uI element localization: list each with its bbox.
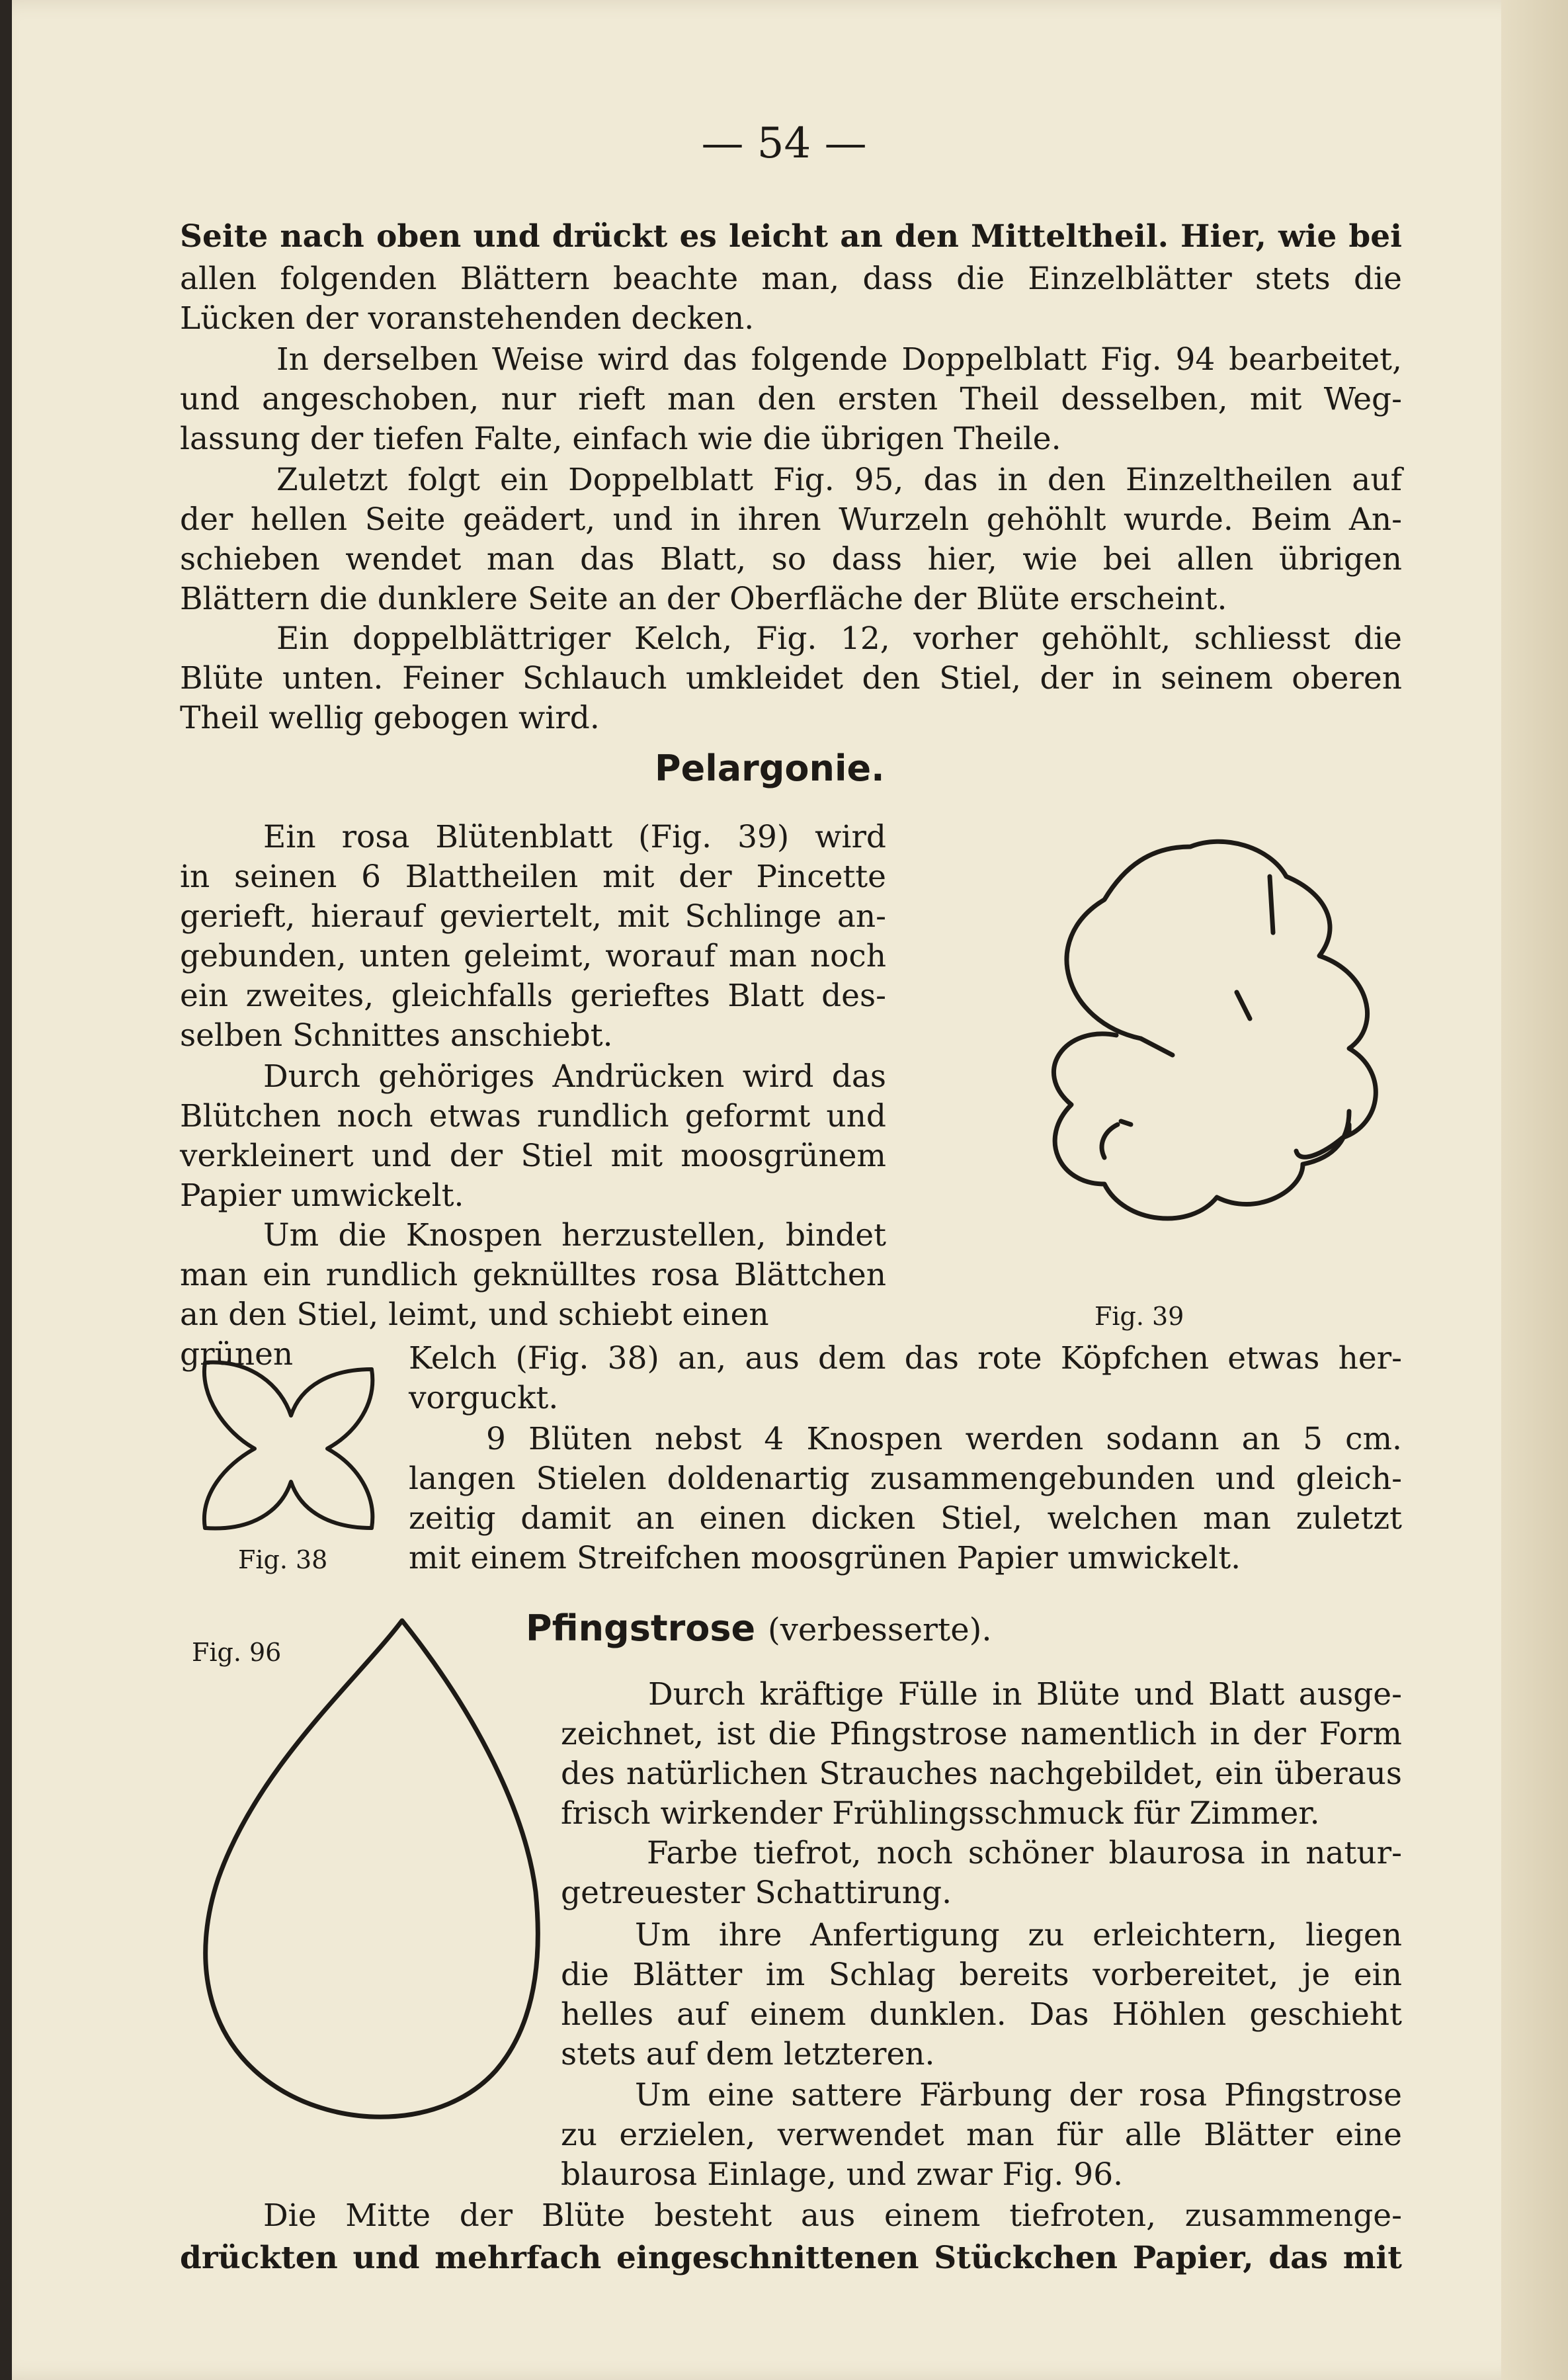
scalloped-petal-icon [913,794,1415,1296]
section-heading-pelargonie: Pelargonie. [655,747,885,789]
text-line: Ein rosa Blütenblatt (Fig. 39) wird [263,819,886,855]
page-edge [1501,0,1568,2380]
text-line: Kelch (Fig. 38) an, aus dem das rote Köpfchen etwas her- [409,1340,1402,1377]
text-line: gerieft, hierauf geviertelt, mit Schlinge an- [180,898,886,935]
text-line: des natürlichen Strauches nachgebildet, ein überaus [561,1756,1402,1792]
text-line: stets auf dem letzteren. [561,2036,935,2072]
text-line: Die Mitte der Blüte besteht aus einem tiefroten, zusammenge- [263,2197,1402,2234]
text-line: Seite nach oben und drückt es leicht an den Mitteltheil. Hier, wie bei [180,218,1402,255]
text-line: zeitig damit an einen dicken Stiel, welchen man zuletzt [409,1500,1402,1537]
text-line: Lücken der voranstehenden decken. [180,300,755,337]
text-line: Blüte unten. Feiner Schlauch umkleidet den Stiel, der in seinem oberen [180,660,1402,697]
text-line: In derselben Weise wird das folgende Doppelblatt Fig. 94 bearbeitet, [276,341,1402,378]
pfingstrose-subtitle: (verbesserte). [767,1611,992,1648]
text-line: die Blätter im Schlag bereits vorbereitet, je ein [561,1957,1402,1993]
text-line: Zuletzt folgt ein Doppelblatt Fig. 95, das in den Einzeltheilen auf [276,462,1402,498]
text-line: an den Stiel, leimt, und schiebt einen grünen [180,1296,769,1373]
fig39-caption: Fig. 39 [1094,1302,1184,1331]
text-line: helles auf einem dunklen. Das Höhlen geschieht [561,1996,1402,2033]
text-line: langen Stielen doldenartig zusammengebunden und gleich- [409,1461,1402,1497]
pfingstrose-title: Pfingstrose [526,1607,756,1649]
text-line: getreuester Schattirung. [561,1875,952,1911]
text-line: Durch gehöriges Andrücken wird das [263,1058,886,1095]
text-line: in seinen 6 Blattheilen mit der Pincette [180,859,886,895]
text-line: 9 Blüten nebst 4 Knospen werden sodann an 5 cm. [486,1421,1402,1457]
text-line: selben Schnittes anschiebt. [180,1017,613,1054]
text-line: frisch wirkender Frühlingsschmuck für Zimmer. [561,1795,1320,1832]
text-line: Theil wellig gebogen wird. [180,700,600,736]
text-line: schieben wendet man das Blatt, so dass hier, wie bei allen übrigen [180,541,1402,577]
fig96-caption: Fig. 96 [192,1638,282,1667]
text-line: Papier umwickelt. [180,1177,464,1214]
text-line: blaurosa Einlage, und zwar Fig. 96. [561,2156,1124,2193]
text-line: zu erzielen, verwendet man für alle Blätter eine [561,2117,1402,2153]
text-line: Um eine sattere Färbung der rosa Pfingstrose [635,2077,1402,2113]
text-line: drückten und mehrfach eingeschnittenen Stückchen Papier, das mit [180,2240,1402,2276]
teardrop-leaf-icon [165,1614,549,2143]
cross-calyx-icon [198,1349,384,1548]
text-line: verkleinert und der Stiel mit moosgrünem [180,1138,886,1174]
text-line: gebunden, unten geleimt, worauf man noch [180,938,886,974]
text-line: Blütchen noch etwas rundlich geformt und [180,1098,886,1134]
text-line: Um die Knospen herzustellen, bindet [263,1217,886,1254]
text-line: allen folgenden Blättern beachte man, dass die Einzelblätter stets die [180,261,1402,297]
text-line: man ein rundlich geknülltes rosa Blättchen [180,1257,886,1293]
section-heading-pfingstrose [526,1607,992,1649]
text-line: Durch kräftige Fülle in Blüte und Blatt ausge- [648,1676,1402,1713]
text-line: ein zweites, gleichfalls gerieftes Blatt des- [180,978,886,1014]
text-line: vorguckt. [409,1380,559,1416]
page-number: — 54 — [701,119,867,168]
text-line: der hellen Seite geädert, und in ihren Wurzeln gehöhlt wurde. Beim An- [180,501,1402,538]
text-line: und angeschoben, nur rieft man den ersten Theil desselben, mit Weg- [180,381,1402,417]
text-line: Farbe tiefrot, noch schöner blaurosa in natur- [647,1835,1402,1871]
text-line: zeichnet, ist die Pfingstrose namentlich in der Form [561,1716,1402,1752]
text-line: Um ihre Anfertigung zu erleichtern, liegen [635,1917,1402,1953]
fig38-caption: Fig. 38 [238,1545,328,1574]
text-line: mit einem Streifchen moosgrünen Papier umwickelt. [409,1540,1241,1576]
text-line: lassung der tiefen Falte, einfach wie die übrigen Theile. [180,421,1061,457]
text-line: Blättern die dunklere Seite an der Oberfläche der Blüte erscheint. [180,581,1227,617]
text-line: Ein doppelblättriger Kelch, Fig. 12, vorher gehöhlt, schliesst die [276,620,1402,657]
